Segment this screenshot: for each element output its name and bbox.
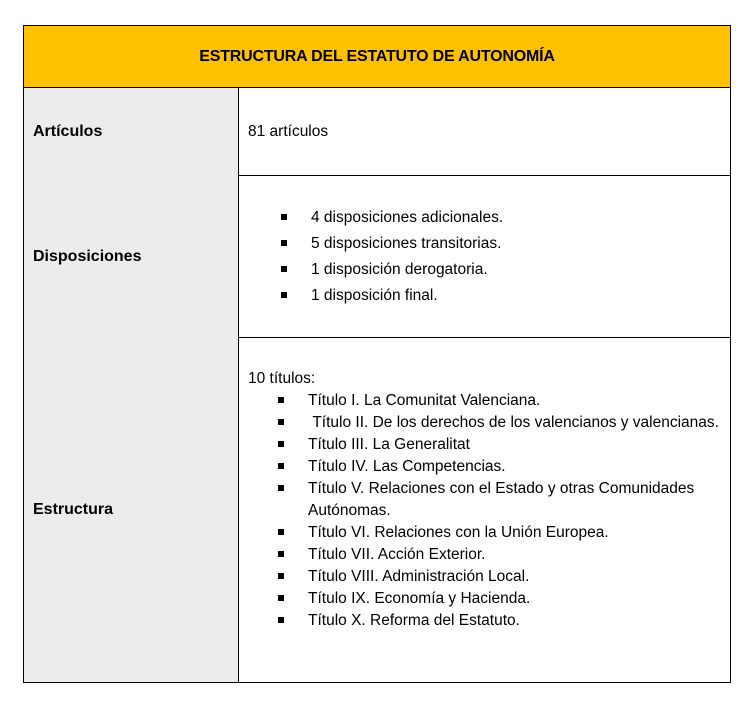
table-row-disposiciones [24, 176, 730, 338]
list-item [278, 390, 730, 412]
articles-count: 81 artículos [248, 122, 329, 140]
dispositions-list [248, 202, 503, 312]
square-bullet-icon [278, 617, 284, 623]
statute-structure-table [23, 25, 731, 683]
row-value [239, 338, 730, 682]
list-item-text: Título X. Reforma del Estatuto. [308, 612, 520, 629]
row-label [24, 88, 239, 176]
list-item [278, 566, 730, 588]
titles-list [248, 390, 730, 632]
list-item [281, 234, 503, 254]
list-item-text: Título V. Relaciones con el Estado y otras Comunidades Autónomas. [308, 480, 695, 519]
list-item [278, 412, 730, 434]
row-value [239, 88, 730, 176]
list-item [281, 286, 503, 306]
list-item-text: 1 disposición final. [311, 286, 438, 304]
square-bullet-icon [281, 214, 287, 220]
square-bullet-icon [278, 441, 284, 447]
table-title: ESTRUCTURA DEL ESTATUTO DE AUTONOMÍA [199, 47, 555, 65]
list-item [278, 544, 730, 566]
square-bullet-icon [281, 240, 287, 246]
row-label-text: Artículos [33, 123, 103, 140]
list-item-text: Título VIII. Administración Local. [308, 568, 530, 585]
list-item-text: 4 disposiciones adicionales. [311, 208, 504, 226]
list-item-text: Título II. De los derechos de los valencianos y valencianas. [308, 414, 719, 431]
table-row-estructura [24, 338, 730, 682]
row-label-text: Disposiciones [33, 248, 142, 265]
list-item-text: 1 disposición derogatoria. [311, 260, 488, 278]
table-row-articulos [24, 88, 730, 176]
list-item [278, 522, 730, 544]
row-label [24, 176, 239, 338]
table-header [24, 26, 730, 88]
square-bullet-icon [278, 595, 284, 601]
list-item-text: Título VI. Relaciones con la Unión Europea. [308, 524, 609, 541]
square-bullet-icon [281, 292, 287, 298]
square-bullet-icon [278, 397, 284, 403]
row-value [239, 176, 730, 338]
row-label [24, 338, 239, 682]
list-item-text: Título I. La Comunitat Valenciana. [308, 392, 541, 409]
list-item-text: Título IX. Economía y Hacienda. [308, 590, 531, 607]
list-item [281, 260, 503, 280]
square-bullet-icon [281, 266, 287, 272]
list-item-text: Título III. La Generalitat [308, 436, 470, 453]
list-item-text: Título VII. Acción Exterior. [308, 546, 486, 563]
list-item [278, 610, 730, 632]
square-bullet-icon [278, 573, 284, 579]
square-bullet-icon [278, 551, 284, 557]
square-bullet-icon [278, 463, 284, 469]
list-item [278, 478, 730, 522]
list-item [281, 208, 503, 228]
list-item [278, 434, 730, 456]
list-item-text: 5 disposiciones transitorias. [311, 234, 502, 252]
square-bullet-icon [278, 419, 284, 425]
list-item [278, 456, 730, 478]
row-label-text: Estructura [33, 501, 114, 518]
list-item-text: Título IV. Las Competencias. [308, 458, 506, 475]
list-item [278, 588, 730, 610]
square-bullet-icon [278, 529, 284, 535]
square-bullet-icon [278, 485, 284, 491]
titles-intro: 10 títulos: [248, 370, 316, 387]
